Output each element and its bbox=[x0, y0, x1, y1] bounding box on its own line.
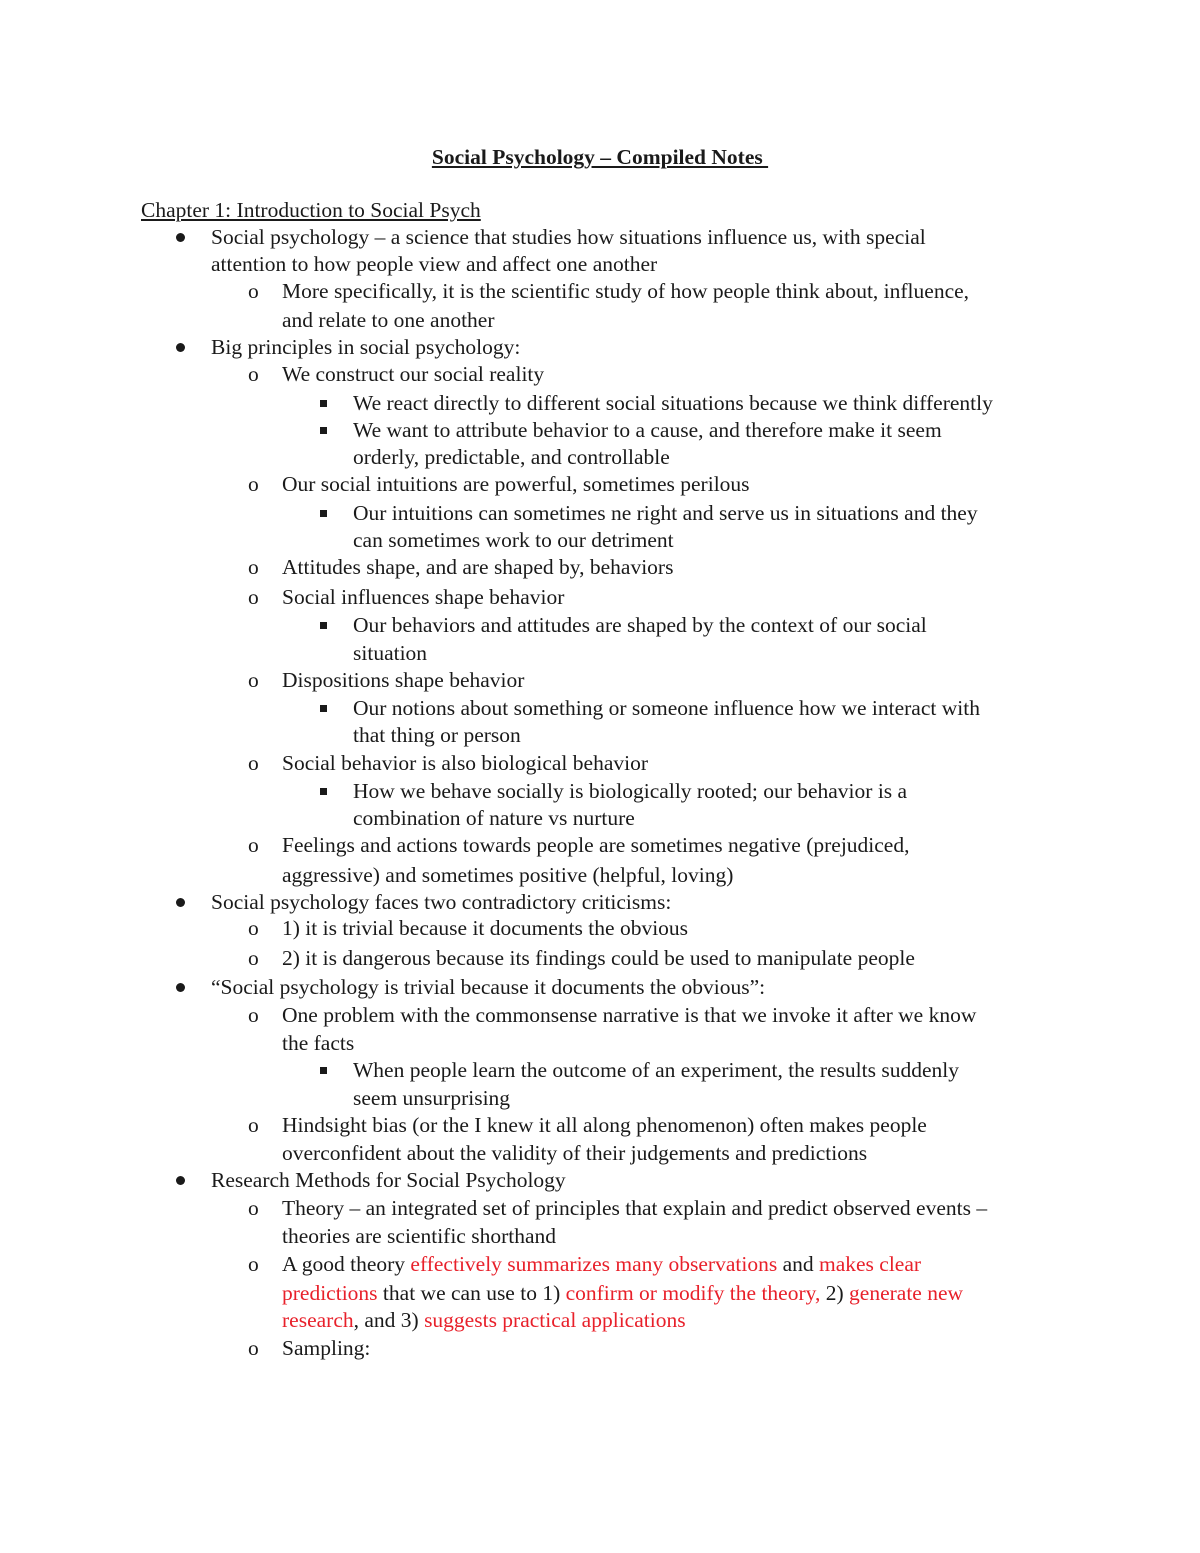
bullet-square-icon bbox=[320, 427, 327, 434]
note-line: can sometimes work to our detriment bbox=[353, 528, 674, 552]
note-line: Sampling: bbox=[282, 1336, 371, 1360]
note-line: Our notions about something or someone influence how we interact with bbox=[353, 696, 980, 720]
note-line: situation bbox=[353, 641, 428, 665]
document-title: Social Psychology – Compiled Notes bbox=[431, 145, 769, 169]
note-line: seem unsurprising bbox=[353, 1086, 511, 1110]
bullet-circle-icon: o bbox=[248, 362, 259, 386]
bullet-circle-icon: o bbox=[248, 1196, 259, 1220]
note-line: We react directly to different social situations because we think differently bbox=[353, 391, 993, 415]
text-span: that we can use to 1) bbox=[377, 1281, 566, 1305]
bullet-circle-icon: o bbox=[248, 833, 259, 857]
bullet-dot-icon bbox=[176, 898, 185, 907]
theory-line-2 bbox=[282, 1279, 963, 1307]
bullet-square-icon bbox=[320, 1067, 327, 1074]
note-line: overconfident about the validity of their judgements and predictions bbox=[282, 1141, 868, 1165]
note-line: and relate to one another bbox=[282, 308, 495, 332]
bullet-circle-icon: o bbox=[248, 1252, 259, 1276]
bullet-square-icon bbox=[320, 622, 327, 629]
bullet-circle-icon: o bbox=[248, 751, 259, 775]
note-line: Social influences shape behavior bbox=[282, 585, 565, 609]
note-line: When people learn the outcome of an experiment, the results suddenly bbox=[353, 1058, 959, 1082]
note-line: “Social psychology is trivial because it documents the obvious”: bbox=[211, 975, 766, 999]
bullet-circle-icon: o bbox=[248, 1113, 259, 1137]
highlight-span: generate new bbox=[849, 1281, 964, 1305]
note-line: We want to attribute behavior to a cause, and therefore make it seem bbox=[353, 418, 942, 442]
bullet-square-icon bbox=[320, 510, 327, 517]
bullet-circle-icon: o bbox=[248, 279, 259, 303]
bullet-circle-icon: o bbox=[248, 1336, 259, 1360]
text-span: A good theory bbox=[282, 1252, 411, 1276]
bullet-circle-icon: o bbox=[248, 916, 259, 940]
note-line: Research Methods for Social Psychology bbox=[211, 1168, 566, 1192]
note-line: Big principles in social psychology: bbox=[211, 335, 521, 359]
bullet-dot-icon bbox=[176, 1176, 185, 1185]
bullet-circle-icon: o bbox=[248, 668, 259, 692]
bullet-square-icon bbox=[320, 705, 327, 712]
text-span: , and 3) bbox=[353, 1308, 425, 1332]
bullet-dot-icon bbox=[176, 233, 185, 242]
note-line: attention to how people view and affect one another bbox=[211, 252, 658, 276]
note-line: 1) it is trivial because it documents the obvious bbox=[282, 916, 689, 940]
note-line: Dispositions shape behavior bbox=[282, 668, 525, 692]
bullet-square-icon bbox=[320, 400, 327, 407]
bullet-circle-icon: o bbox=[248, 472, 259, 496]
highlight-span: effectively summarizes many observations bbox=[410, 1252, 778, 1276]
note-line: Our behaviors and attitudes are shaped by the context of our social bbox=[353, 613, 927, 637]
note-line: Attitudes shape, and are shaped by, behaviors bbox=[282, 555, 674, 579]
note-line: that thing or person bbox=[353, 723, 521, 747]
bullet-circle-icon: o bbox=[248, 946, 259, 970]
note-line: Theory – an integrated set of principles that explain and predict observed events – bbox=[282, 1196, 988, 1220]
highlight-span: confirm or modify the theory, bbox=[565, 1281, 821, 1305]
note-line: Hindsight bias (or the I knew it all along phenomenon) often makes people bbox=[282, 1113, 927, 1137]
note-line: Feelings and actions towards people are sometimes negative (prejudiced, bbox=[282, 833, 910, 857]
theory-line-3 bbox=[282, 1306, 686, 1334]
bullet-circle-icon: o bbox=[248, 585, 259, 609]
chapter-heading: Chapter 1: Introduction to Social Psych bbox=[141, 198, 481, 222]
theory-line-1 bbox=[282, 1250, 921, 1278]
note-line: Our social intuitions are powerful, sometimes perilous bbox=[282, 472, 750, 496]
highlight-span: suggests practical applications bbox=[424, 1308, 686, 1332]
text-span: 2) bbox=[820, 1281, 850, 1305]
note-line: More specifically, it is the scientific study of how people think about, influence, bbox=[282, 279, 970, 303]
note-line: combination of nature vs nurture bbox=[353, 806, 635, 830]
highlight-span: makes clear bbox=[818, 1252, 922, 1276]
note-line: One problem with the commonsense narrative is that we invoke it after we know bbox=[282, 1003, 977, 1027]
text-span: and bbox=[777, 1252, 819, 1276]
note-line: theories are scientific shorthand bbox=[282, 1224, 557, 1248]
note-line: Social psychology faces two contradictory criticisms: bbox=[211, 890, 672, 914]
note-line: We construct our social reality bbox=[282, 362, 545, 386]
note-line: Our intuitions can sometimes ne right and serve us in situations and they bbox=[353, 501, 978, 525]
highlight-span: predictions bbox=[282, 1281, 378, 1305]
bullet-square-icon bbox=[320, 788, 327, 795]
highlight-span: research bbox=[282, 1308, 354, 1332]
bullet-dot-icon bbox=[176, 983, 185, 992]
bullet-dot-icon bbox=[176, 343, 185, 352]
bullet-circle-icon: o bbox=[248, 555, 259, 579]
bullet-circle-icon: o bbox=[248, 1003, 259, 1027]
note-line: aggressive) and sometimes positive (helpful, loving) bbox=[282, 863, 734, 887]
note-line: Social behavior is also biological behavior bbox=[282, 751, 649, 775]
note-line: the facts bbox=[282, 1031, 355, 1055]
note-line: orderly, predictable, and controllable bbox=[353, 445, 670, 469]
note-line: How we behave socially is biologically rooted; our behavior is a bbox=[353, 779, 908, 803]
note-line: Social psychology – a science that studies how situations influence us, with special bbox=[211, 225, 926, 249]
note-line: 2) it is dangerous because its findings could be used to manipulate people bbox=[282, 946, 915, 970]
